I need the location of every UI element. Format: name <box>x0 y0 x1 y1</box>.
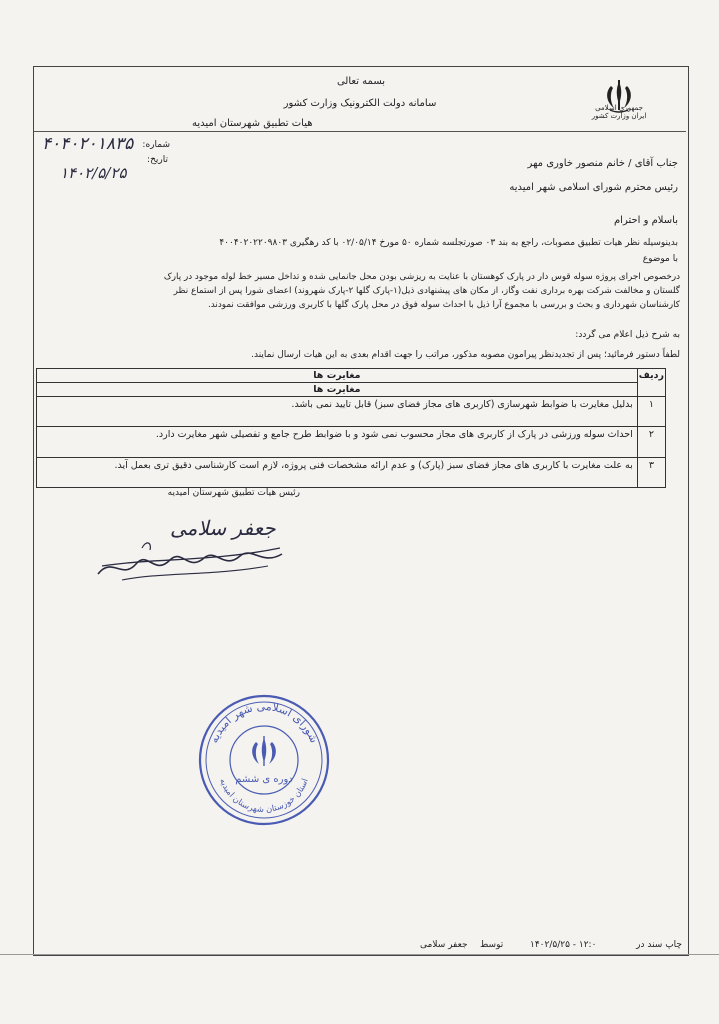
table-row <box>37 458 666 488</box>
signature-name: جعفر سلامی <box>170 516 276 540</box>
stamp-bottom-text: استان خوزستان شهرستان امیدیه <box>217 777 311 816</box>
footer-divider <box>0 954 719 955</box>
greeting: باسلام و احترام <box>613 215 678 226</box>
subject-line-1: درخصوص اجرای پروژه سوله قوس دار در پارک کوهستان با عنایت به ریزشی بودن محل جانمایی شده و تداخل مسیر خط لوله موجود در پارک <box>163 272 680 282</box>
row-number: ۳ <box>637 458 665 488</box>
bismillah: بسمه تعالی <box>336 76 386 87</box>
council-stamp-icon <box>196 692 332 828</box>
subject-line-3: کارشناسان شهرداری و بحث و بررسی با مجموع آرا ذیل با احداث سوله فوق در محل پارک گلها با کاربری ورزشی موافقت نمودند. <box>208 300 680 310</box>
intro-line: بدینوسیله نظر هیات تطبیق مصوبات، راجع به بند ۰۳ صورتجلسه شماره ۵۰ مورخ ۰۲/۰۵/۱۴ با کد رهگیری ۴۰۰۴۰۲۰۲۲۰۹۸۰۳ <box>219 238 678 248</box>
header-divider <box>34 131 686 132</box>
system-name: سامانه دولت الکترونیک وزارت کشور <box>283 98 437 109</box>
signature-scribble-icon <box>92 536 292 586</box>
col-row-header: ردیف <box>637 369 665 397</box>
col-items-subheader: مغایرت ها <box>37 383 638 397</box>
footer-by-label: توسط <box>480 940 504 950</box>
table-row <box>37 397 666 427</box>
row-text: احداث سوله ورزشی در پارک از کاربری های مجاز محسوب نمی شود و با ضوابط طرح جامع و تفصیلی شهر مغایرت دارد. <box>37 427 638 458</box>
date-label: تاریخ: <box>147 155 168 165</box>
footer-by-value: جعفر سلامی <box>420 940 468 950</box>
signatory-title: رئیس هیات تطبیق شهرستان امیدیه <box>167 488 300 498</box>
agency-name: هیات تطبیق شهرستان امیدیه <box>192 118 313 129</box>
subject-label: با موضوع <box>642 254 678 264</box>
footer-printed-label: چاپ سند در <box>636 940 682 950</box>
subject-line-2: گلستان و مخالفت شرکت بهره برداری نفت وگاز، از مکان های پیشنهادی ذیل(۱-پارک گلها ۲-پارک شهروند) اعضای شورا پس از استماع نظر <box>173 286 680 296</box>
number-label: شماره: <box>142 140 170 150</box>
recipient-line-2: رئیس محترم شورای اسلامی شهر امیدیه <box>509 182 678 193</box>
emblem-caption: جمهوری اسلامی ایران وزارت کشور <box>591 104 647 120</box>
stamp-inner-text: دوره ی ششم <box>235 774 293 785</box>
col-items-header: مغایرت ها <box>37 369 638 383</box>
recipient-line-1: جناب آقای / خانم منصور خاوری مهر <box>527 158 678 169</box>
footer-printed-value: ۱۴۰۲/۵/۲۵ - ۱۲:۰ <box>530 940 597 950</box>
row-number: ۱ <box>637 397 665 427</box>
stamp-outer-text: شورای اسلامی شهر امیدیه <box>207 699 321 745</box>
row-number: ۲ <box>637 427 665 458</box>
date-value: ۱۴۰۲/۵/۲۵ <box>60 164 127 182</box>
notice-line: به شرح ذیل اعلام می گردد: <box>575 330 680 340</box>
request-line: لطفاً دستور فرمائید؛ پس از تجدیدنظر پیرامون مصوبه مذکور، مراتب را جهت اقدام بعدی به این هیات ارسال نمایند. <box>251 350 680 360</box>
number-value: ۴۰۴۰۲۰۱۸۳۵ <box>42 134 134 154</box>
row-text: به علت مغایرت با کاربری های مجاز فضای سبز (پارک) و عدم ارائه مشخصات فنی پروژه، لازم است کارشناسی دقیق تری بعمل آید. <box>37 458 638 488</box>
inconsistencies-table <box>36 368 666 488</box>
document-frame <box>33 66 689 956</box>
row-text: بدلیل مغایرت با ضوابط شهرسازی (کاربری های مجاز فضای سبز) قابل تایید نمی باشد. <box>37 397 638 427</box>
table-row <box>37 427 666 458</box>
